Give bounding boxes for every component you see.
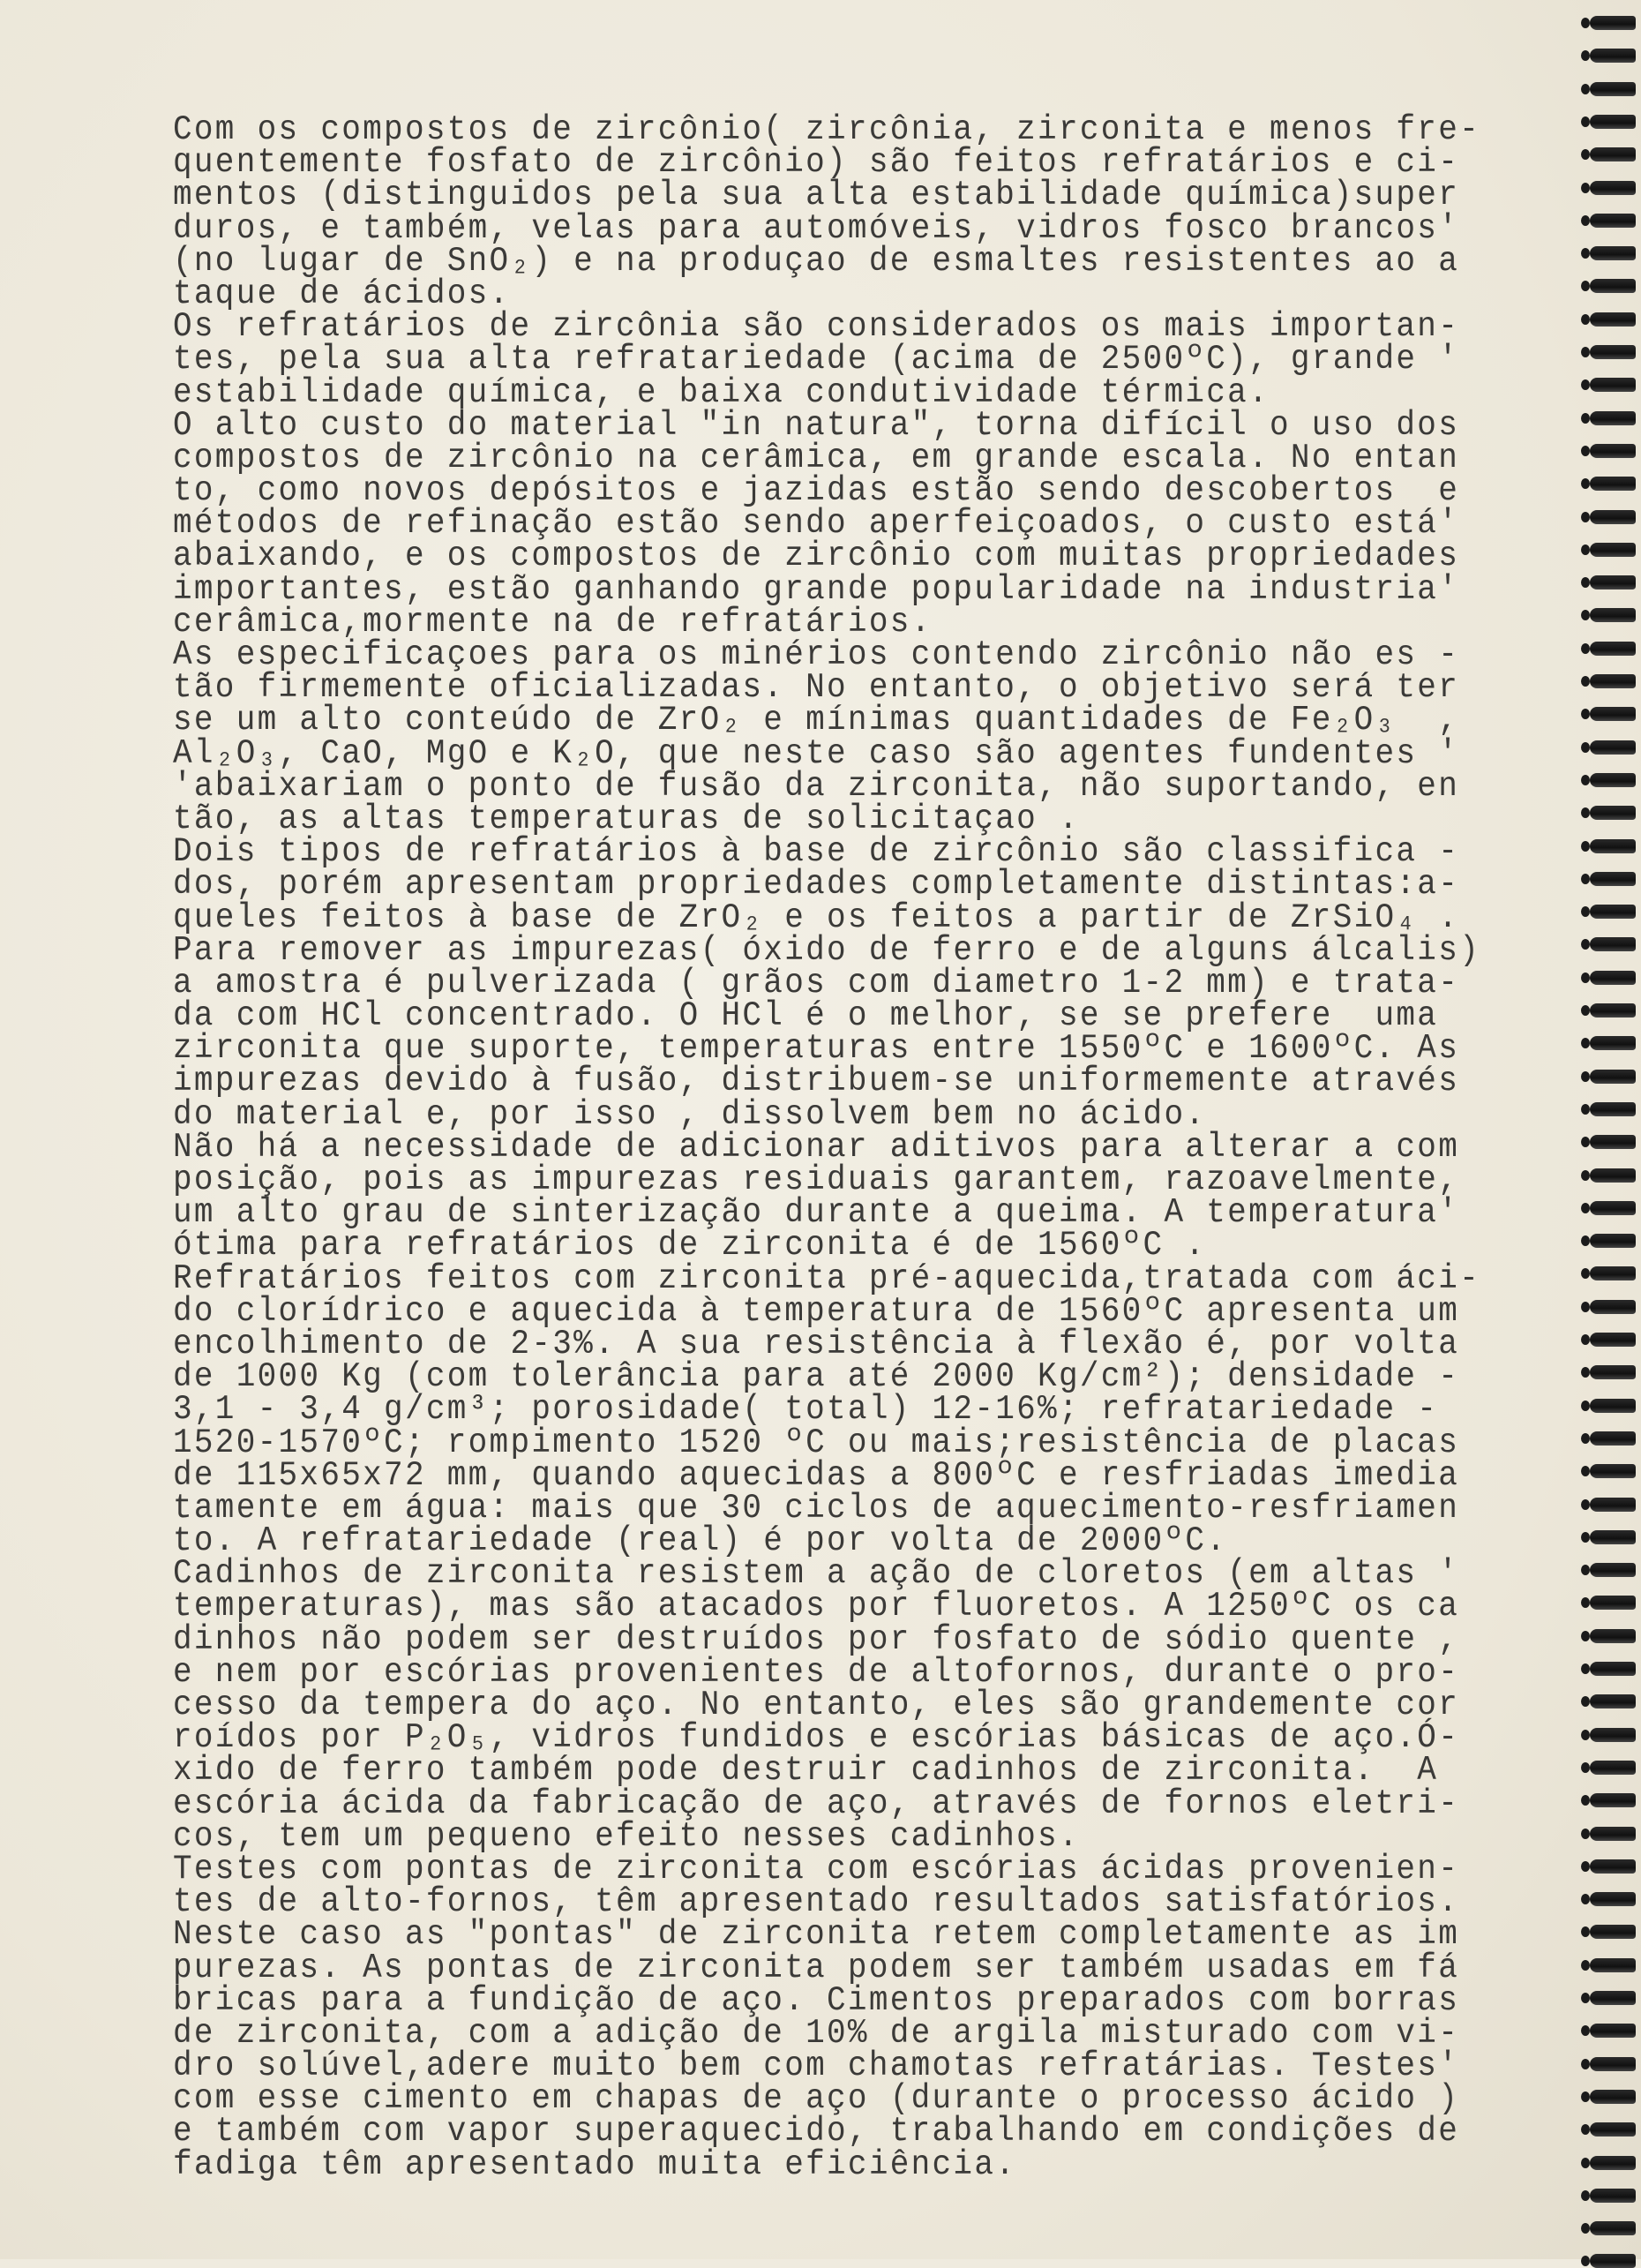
text-line: métodos de refinação estão sendo aperfeiçoados, o custo está' <box>173 503 1460 543</box>
punch-hole <box>1581 1334 1590 1345</box>
text-line: Refratários feitos com zirconita pré-aquecida,tratada com áci- <box>173 1258 1481 1298</box>
binding-coil <box>1590 510 1636 524</box>
punch-hole <box>1581 939 1590 950</box>
binding-coil <box>1590 1036 1636 1050</box>
binding-coil <box>1590 773 1636 787</box>
text-line: purezas. As pontas de zirconita podem ser também usadas em fá <box>173 1947 1460 1987</box>
punch-hole <box>1581 874 1590 884</box>
binding-coil <box>1590 2221 1636 2235</box>
punch-hole <box>1581 1268 1590 1279</box>
binding-coil <box>1590 1793 1636 1807</box>
binding-coil <box>1590 1365 1636 1379</box>
binding-coil <box>1590 543 1636 557</box>
punch-hole <box>1581 379 1590 390</box>
text-line: com esse cimento em chapas de aço (durante o processo ácido ) <box>173 2078 1460 2118</box>
punch-hole <box>1581 84 1590 94</box>
text-line: Al₂O₃, CaO, MgO e K₂O, que neste caso são agentes fundentes ' <box>173 732 1460 773</box>
punch-hole <box>1581 1926 1590 1937</box>
punch-hole <box>1581 841 1590 852</box>
text-line: As especificaçoes para os minérios contendo zircônio não es - <box>173 635 1460 674</box>
binding-coil <box>1590 1629 1636 1643</box>
punch-hole <box>1581 1960 1590 1971</box>
text-line: bricas para a fundição de aço. Cimentos preparados com borras <box>173 1980 1460 2020</box>
punch-hole <box>1581 1894 1590 1904</box>
punch-hole <box>1581 512 1590 522</box>
binding-coil <box>1590 16 1636 30</box>
punch-hole <box>1581 1203 1590 1213</box>
text-line: cesso da tempera do aço. No entanto, eles são grandemente cor <box>173 1685 1460 1724</box>
punch-hole <box>1581 446 1590 456</box>
punch-hole <box>1581 1730 1590 1740</box>
binding-coil <box>1590 1003 1636 1018</box>
binding-coil <box>1590 1761 1636 1775</box>
text-line: roídos por P₂O₅, vidros fundidos e escórias básicas de aço.Ó- <box>173 1717 1460 1757</box>
punch-hole <box>1581 1762 1590 1773</box>
binding-coil <box>1590 872 1636 886</box>
punch-hole <box>1581 1433 1590 1444</box>
punch-hole <box>1581 742 1590 753</box>
binding-coil <box>1590 1728 1636 1742</box>
text-line: dos, porém apresentam propriedades completamente distintas:a- <box>173 864 1460 904</box>
binding-coil <box>1590 1333 1636 1347</box>
text-line: estabilidade química, e baixa condutividade térmica. <box>173 372 1270 412</box>
text-line: encolhimento de 2-3%. A sua resistência à flexão é, por volta <box>173 1324 1460 1363</box>
text-line: a amostra é pulverizada ( grãos com diametro 1-2 mm) e trata- <box>173 963 1460 1003</box>
binding-coil <box>1590 1234 1636 1248</box>
binding-coil <box>1590 181 1636 195</box>
text-line: tamente em água: mais que 30 ciclos de aquecimento-resfriamen <box>173 1488 1460 1528</box>
text-line: posição, pois as impurezas residuais garantem, razoavelmente, <box>173 1160 1460 1199</box>
punch-hole <box>1581 973 1590 983</box>
binding-coil <box>1590 411 1636 425</box>
binding-coil <box>1590 2122 1636 2137</box>
punch-hole <box>1581 1466 1590 1476</box>
punch-hole <box>1581 1235 1590 1246</box>
binding-coil <box>1590 2156 1636 2170</box>
punch-hole <box>1581 1861 1590 1872</box>
text-line: tão firmemente oficializadas. No entanto, o objetivo será ter <box>173 667 1460 707</box>
punch-hole <box>1581 1829 1590 1839</box>
binding-coil <box>1590 49 1636 63</box>
text-line: cos, tem um pequeno efeito nesses cadinhos. <box>173 1816 1080 1856</box>
binding-coil <box>1590 345 1636 359</box>
punch-hole <box>1581 1499 1590 1510</box>
binding-coil <box>1590 1070 1636 1084</box>
binding-coil <box>1590 905 1636 919</box>
text-line: impurezas devido à fusão, distribuem-se uniformemente através <box>173 1061 1460 1101</box>
text-line: de zirconita, com a adição de 10% de argila misturado com vi- <box>173 2013 1460 2053</box>
punch-hole <box>1581 1005 1590 1016</box>
binding-coil <box>1590 642 1636 656</box>
binding-coil <box>1590 378 1636 392</box>
punch-hole <box>1581 807 1590 818</box>
punch-hole <box>1581 1401 1590 1411</box>
punch-hole <box>1581 347 1590 357</box>
text-line: (no lugar de SnO₂) e na produçao de esmaltes resistentes ao a <box>173 241 1460 281</box>
binding-coil <box>1590 1892 1636 1906</box>
text-line: duros, e também, velas para automóveis, vidros fosco brancos' <box>173 207 1460 248</box>
text-line: xido de ferro também pode destruir cadinhos de zirconita. A <box>173 1750 1439 1791</box>
text-line: Cadinhos de zirconita resistem a ação de cloretos (em altas ' <box>173 1553 1460 1593</box>
text-line: quentemente fosfato de zircônio) são feitos refratários e ci- <box>173 142 1460 182</box>
binding-coil <box>1590 971 1636 985</box>
binding-coil <box>1590 279 1636 293</box>
binding-coil <box>1590 937 1636 951</box>
text-line: to, como novos depósitos e jazidas estão sendo descobertos e <box>173 470 1460 510</box>
binding-coil <box>1590 1991 1636 2005</box>
text-line: Dois tipos de refratários à base de zircônio são classifica - <box>173 831 1460 871</box>
typewritten-body <box>173 109 1549 2184</box>
text-line: Neste caso as "pontas" de zirconita retem completamente as im <box>173 1914 1460 1954</box>
binding-coil <box>1590 1530 1636 1544</box>
punch-hole <box>1581 1696 1590 1707</box>
binding-coil <box>1590 477 1636 491</box>
text-line: 1520-1570ºC; rompimento 1520 ºC ou mais;resistência de placas <box>173 1422 1460 1462</box>
binding-coil <box>1590 2254 1636 2268</box>
binding-coil <box>1590 1102 1636 1116</box>
text-line: do material e, por isso , dissolvem bem no ácido. <box>173 1093 1207 1134</box>
text-line: temperaturas), mas são atacados por fluoretos. A 1250ºC os ca <box>173 1586 1460 1626</box>
text-line: zirconita que suporte, temperaturas entre 1550ºC e 1600ºC. As <box>173 1028 1460 1068</box>
binding-coil <box>1590 312 1636 327</box>
punch-hole <box>1581 1302 1590 1312</box>
punch-hole <box>1581 1597 1590 1608</box>
punch-hole <box>1581 676 1590 687</box>
text-line: se um alto conteúdo de ZrO₂ e mínimas quantidades de Fe₂O₃ , <box>173 700 1460 740</box>
punch-hole <box>1581 2092 1590 2102</box>
binding-coil <box>1590 674 1636 688</box>
binding-coil <box>1590 1300 1636 1314</box>
punch-hole <box>1581 248 1590 259</box>
text-line: queles feitos à base de ZrO₂ e os feitos a partir de ZrSiO₄ . <box>173 897 1460 937</box>
text-line: to. A refratariedade (real) é por volta de 2000ºC. <box>173 1521 1228 1560</box>
punch-hole <box>1581 610 1590 620</box>
punch-hole <box>1581 906 1590 917</box>
text-line: O alto custo do material "in natura", torna difícil o uso dos <box>173 405 1460 445</box>
text-line: do clorídrico e aquecida à temperatura de 1560ºC apresenta um <box>173 1291 1460 1331</box>
punch-hole <box>1581 544 1590 555</box>
text-line: e também com vapor superaquecido, trabalhando em condições de <box>173 2111 1460 2152</box>
punch-hole <box>1581 1993 1590 2003</box>
text-line: um alto grau de sinterização durante a queima. A temperatura' <box>173 1192 1460 1232</box>
binding-coil <box>1590 2090 1636 2104</box>
text-line: tão, as altas temperaturas de solicitaçao . <box>173 799 1080 838</box>
punch-hole <box>1581 314 1590 325</box>
binding-coil <box>1590 444 1636 458</box>
punch-hole <box>1581 478 1590 489</box>
spiral-binding <box>1579 0 1641 2259</box>
binding-coil <box>1590 1201 1636 1215</box>
punch-hole <box>1581 281 1590 291</box>
punch-hole <box>1581 1038 1590 1048</box>
punch-hole <box>1581 1071 1590 1082</box>
text-line: ótima para refratários de zirconita é de 1560ºC . <box>173 1225 1207 1265</box>
punch-hole <box>1581 577 1590 588</box>
punch-hole <box>1581 2124 1590 2135</box>
text-line: mentos (distinguidos pela sua alta estabilidade química)super <box>173 175 1460 215</box>
binding-coil <box>1590 608 1636 622</box>
text-line: 3,1 - 3,4 g/cm³; porosidade( total) 12-16%; refratariedade - <box>173 1389 1439 1429</box>
punch-hole <box>1581 2256 1590 2266</box>
text-line: 'abaixariam o ponto de fusão da zirconita, não suportando, en <box>173 766 1460 806</box>
binding-coil <box>1590 839 1636 853</box>
text-line: Com os compostos de zircônio( zircônia, zirconita e menos fre- <box>173 109 1481 149</box>
punch-hole <box>1581 2223 1590 2234</box>
punch-hole <box>1581 1367 1590 1378</box>
text-line: compostos de zircônio na cerâmica, em grande escala. No entan <box>173 438 1460 477</box>
punch-hole <box>1581 775 1590 785</box>
binding-coil <box>1590 1399 1636 1413</box>
text-line: tes de alto-fornos, têm apresentado resultados satisfatórios. <box>173 1881 1460 1921</box>
text-line: abaixando, e os compostos de zircônio com muitas propriedades <box>173 536 1460 576</box>
punch-hole <box>1581 1137 1590 1147</box>
punch-hole <box>1581 183 1590 193</box>
punch-hole <box>1581 1565 1590 1575</box>
text-line: de 1000 Kg (com tolerância para até 2000 Kg/cm²); densidade - <box>173 1356 1460 1396</box>
binding-coil <box>1590 2189 1636 2203</box>
binding-coil <box>1590 1662 1636 1676</box>
binding-coil <box>1590 246 1636 260</box>
punch-hole <box>1581 50 1590 61</box>
binding-coil <box>1590 575 1636 590</box>
binding-coil <box>1590 214 1636 228</box>
punch-hole <box>1581 2190 1590 2201</box>
binding-coil <box>1590 2057 1636 2071</box>
text-line: escória ácida da fabricação de aço, através de fornos eletri- <box>173 1783 1460 1823</box>
text-line: fadiga têm apresentado muita eficiência. <box>173 2144 1017 2184</box>
binding-coil <box>1590 115 1636 129</box>
binding-coil <box>1590 1266 1636 1280</box>
punch-hole <box>1581 1532 1590 1543</box>
text-line: taque de ácidos. <box>173 274 511 313</box>
text-line: Para remover as impurezas( óxido de ferro e de alguns álcalis) <box>173 930 1481 970</box>
text-line: importantes, estão ganhando grande popularidade na industria' <box>173 568 1460 609</box>
punch-hole <box>1581 149 1590 160</box>
punch-hole <box>1581 1104 1590 1115</box>
binding-coil <box>1590 806 1636 820</box>
text-line: tes, pela sua alta refratariedade (acima de 2500ºC), grande ' <box>173 339 1460 379</box>
text-line: da com HCl concentrado. O HCl é o melhor, se se prefere uma <box>173 995 1439 1035</box>
punch-hole <box>1581 1631 1590 1641</box>
binding-coil <box>1590 740 1636 755</box>
punch-hole <box>1581 116 1590 127</box>
text-line: Os refratários de zircônia são considerados os mais importan- <box>173 306 1460 346</box>
punch-hole <box>1581 643 1590 654</box>
binding-coil <box>1590 2024 1636 2038</box>
binding-coil <box>1590 1827 1636 1841</box>
punch-hole <box>1581 413 1590 424</box>
binding-coil <box>1590 707 1636 721</box>
text-line: e nem por escórias provenientes de altofornos, durante o pro- <box>173 1652 1460 1692</box>
punch-hole <box>1581 2025 1590 2036</box>
binding-coil <box>1590 1694 1636 1709</box>
punch-hole <box>1581 1663 1590 1674</box>
punch-hole <box>1581 215 1590 226</box>
text-line: dinhos não podem ser destruídos por fosfato de sódio quente , <box>173 1618 1460 1659</box>
punch-hole <box>1581 2158 1590 2168</box>
binding-coil <box>1590 1464 1636 1478</box>
text-line: dro solúvel,adere muito bem com chamotas refratárias. Testes' <box>173 2046 1460 2085</box>
text-line: Testes com pontas de zirconita com escórias ácidas provenien- <box>173 1849 1460 1889</box>
binding-coil <box>1590 1925 1636 1939</box>
binding-coil <box>1590 1563 1636 1577</box>
binding-coil <box>1590 1596 1636 1610</box>
binding-coil <box>1590 1431 1636 1446</box>
binding-coil <box>1590 1135 1636 1149</box>
punch-hole <box>1581 2059 1590 2069</box>
binding-coil <box>1590 82 1636 96</box>
text-line: Não há a necessidade de adicionar aditivos para alterar a com <box>173 1127 1460 1167</box>
punch-hole <box>1581 18 1590 28</box>
text-line: de 115x65x72 mm, quando aquecidas a 800ºC e resfriadas imedia <box>173 1455 1460 1495</box>
binding-coil <box>1590 1168 1636 1183</box>
punch-hole <box>1581 1795 1590 1806</box>
binding-coil <box>1590 1498 1636 1512</box>
punch-hole <box>1581 1170 1590 1181</box>
binding-coil <box>1590 147 1636 161</box>
punch-hole <box>1581 709 1590 719</box>
text-line: cerâmica,mormente na de refratários. <box>173 602 933 642</box>
binding-coil <box>1590 1859 1636 1874</box>
binding-coil <box>1590 1958 1636 1972</box>
